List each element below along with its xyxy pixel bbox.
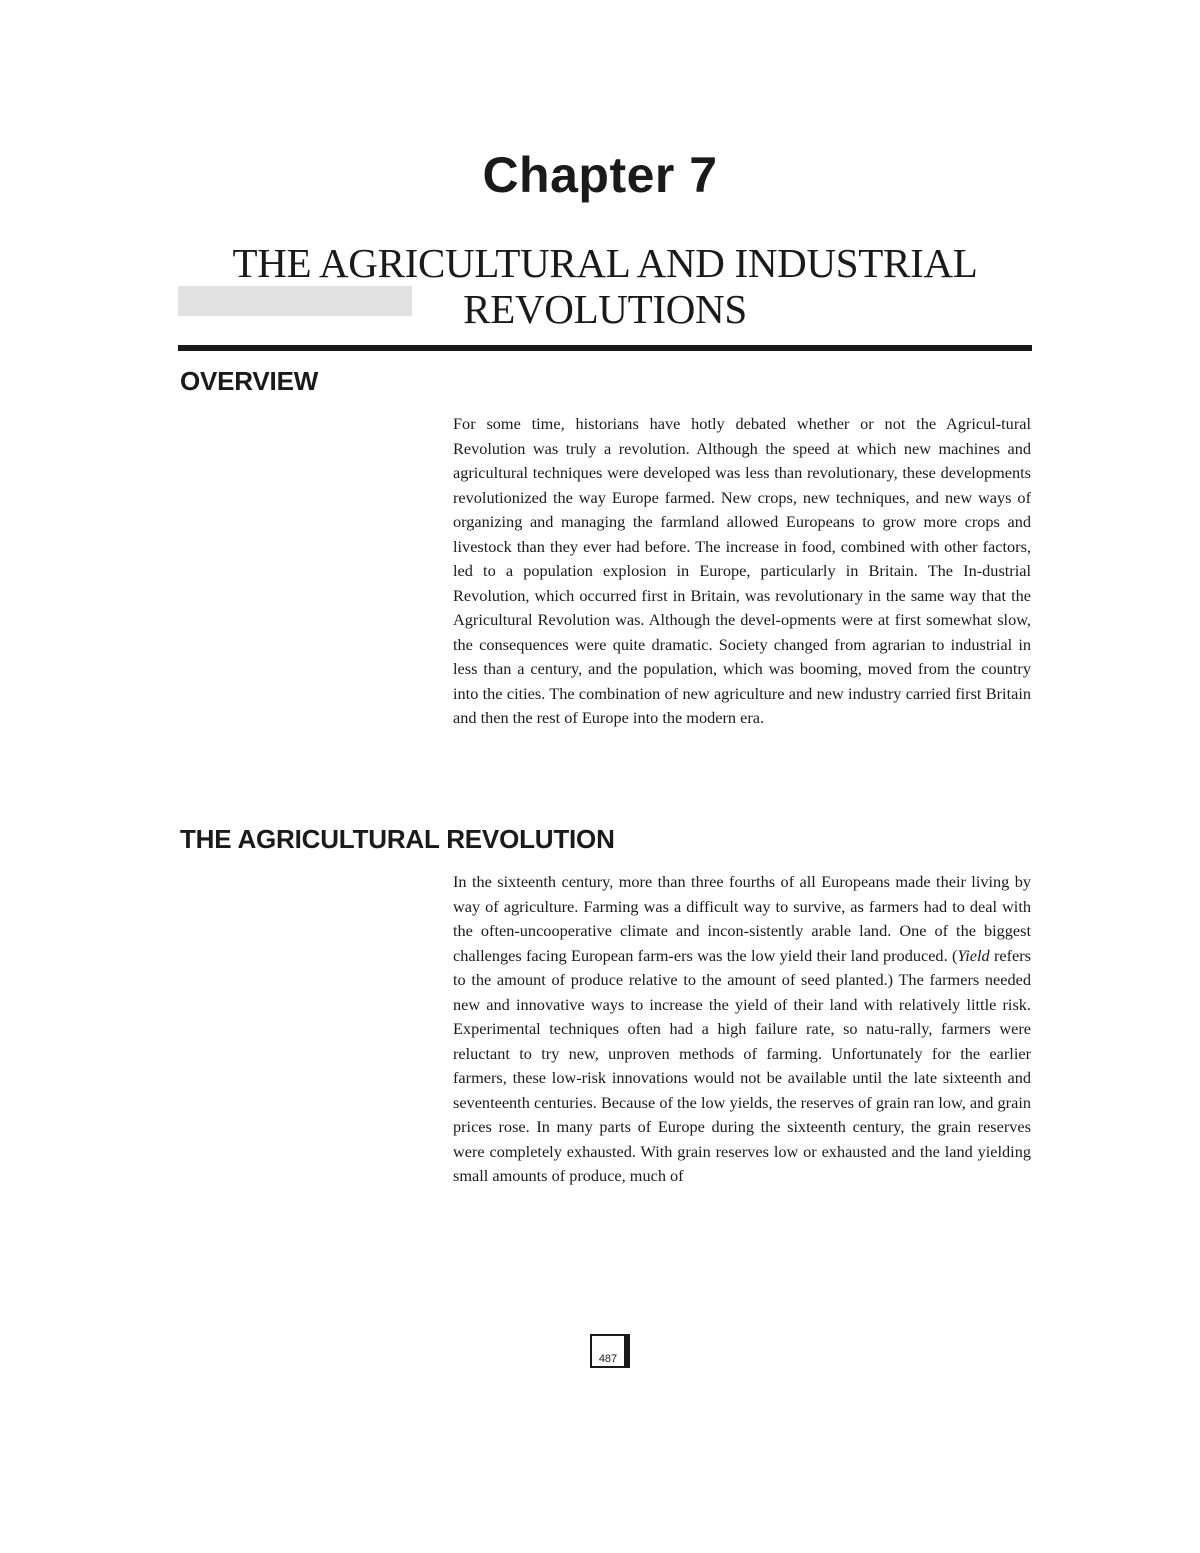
section-heading-agricultural-revolution: THE AGRICULTURAL REVOLUTION (180, 824, 615, 854)
section-body-agricultural-revolution (453, 870, 1031, 1189)
body-text-italic-term: Yield (957, 945, 990, 965)
decorative-gray-bar (178, 286, 412, 316)
body-text-part2: refers to the amount of produce relative to the amount of seed planted.) The farmers needed new and innovative ways to increase the yield of their land with relatively little risk. Experimental techniques often had a high failure rate, so natu-rally, farmers were reluctant to try new, unproven methods of farming. Unfortunately for the earlier farmers, these low-risk innovations would not be available until the late sixteenth and seventeenth centuries. Because of the low yields, the reserves of grain ran low, and grain prices rose. In many parts of Europe during the sixteenth century, the grain reserves were completely exhausted. With grain reserves low or exhausted and the land yielding small amounts of produce, much of (453, 945, 1031, 1185)
section-heading-overview: OVERVIEW (180, 366, 319, 396)
title-rule-divider (178, 345, 1032, 351)
chapter-title-line1: THE AGRICULTURAL AND INDUSTRIAL (232, 240, 978, 286)
chapter-heading: Chapter 7 (482, 147, 718, 203)
chapter-title-line2: REVOLUTIONS (463, 286, 747, 332)
page-number: 487 (590, 1334, 630, 1368)
section-body-overview: For some time, historians have hotly debated whether or not the Agricul-tural Revolution was truly a revolution. Although the speed at which new machines and agricultural techniques were developed was less than revolutionary, these developments revolutionized the way Europe farmed. New crops, new techniques, and new ways of organizing and managing the farmland allowed Europeans to grow more crops and livestock than they ever had before. The increase in food, combined with other factors, led to a population explosion in Europe, particularly in Britain. The In-dustrial Revolution, which occurred first in Britain, was revolutionary in the same way that the Agricultural Revolution was. Although the devel-opments were at first somewhat slow, the consequences were quite dramatic. Society changed from agrarian to industrial in less than a century, and the population, which was booming, moved from the country into the cities. The combination of new agriculture and new industry carried first Britain and then the rest of Europe into the modern era. (453, 414, 1031, 727)
body-text-part1: In the sixteenth century, more than three fourths of all Europeans made their living by way of agriculture. Farming was a difficult way to survive, as farmers had to deal with the often-uncooperative climate and incon-sistently arable land. One of the biggest challenges facing European farm-ers was the low yield their land produced. ( (453, 872, 1031, 965)
